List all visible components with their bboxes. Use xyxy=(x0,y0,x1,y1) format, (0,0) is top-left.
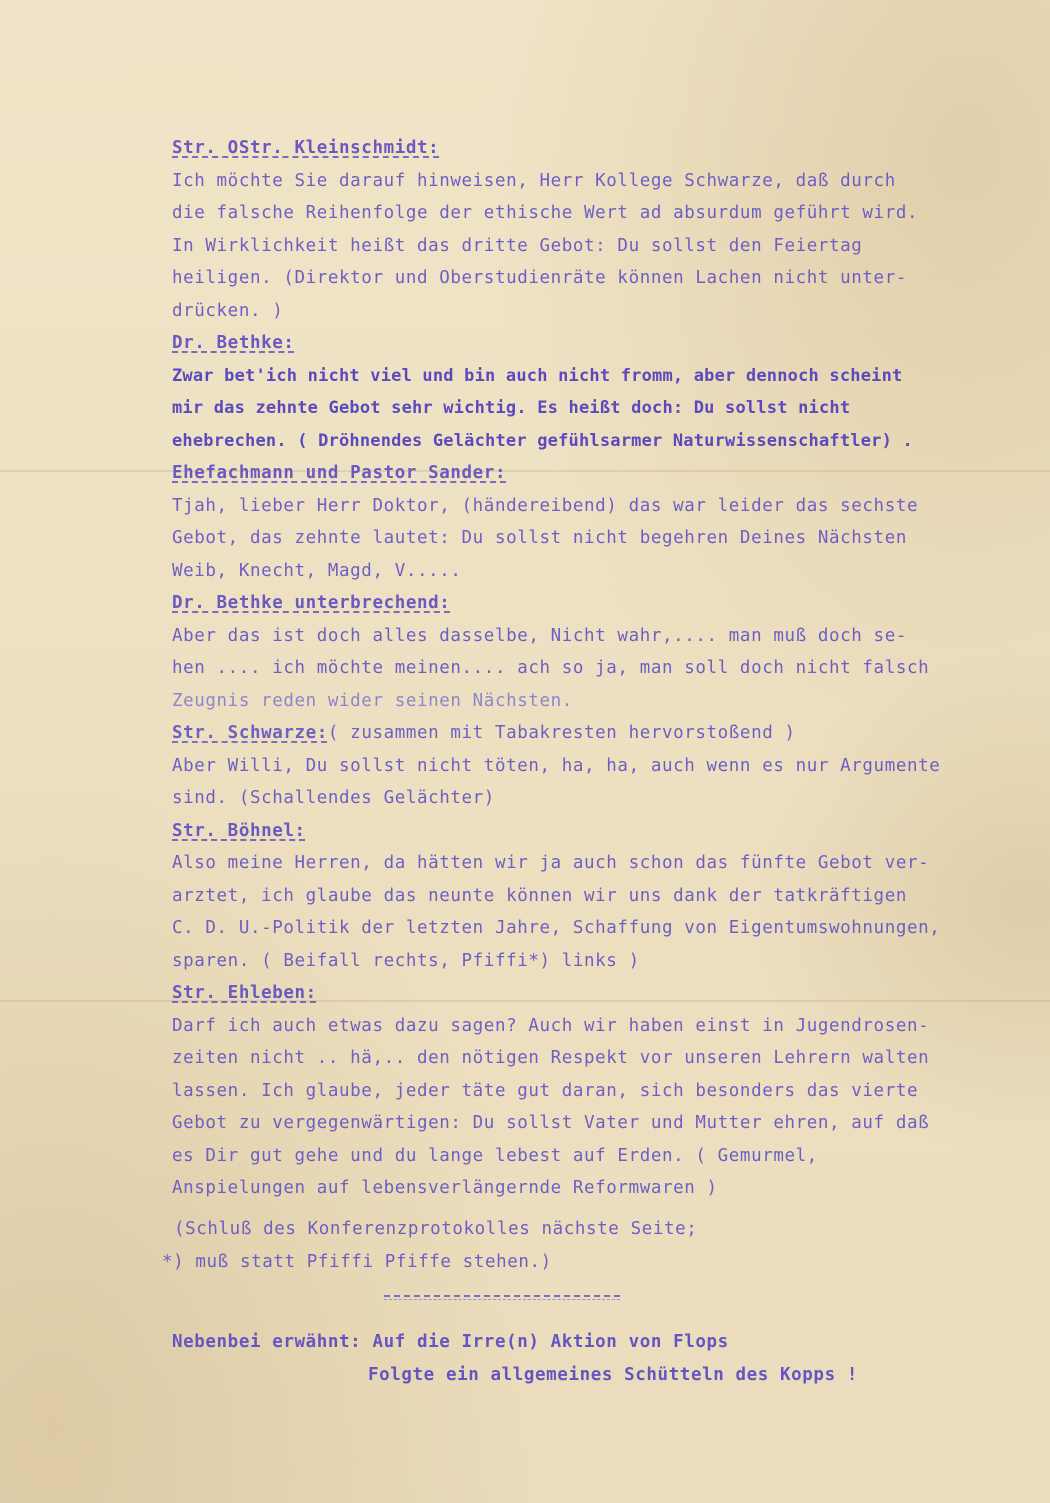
text-line: Darf ich auch etwas dazu sagen? Auch wir haben einst in Jugendrosen- xyxy=(172,1015,930,1036)
rhyme-line: Nebenbei erwähnt: Auf die Irre(n) Aktion von Flops xyxy=(172,1332,729,1352)
speech-block xyxy=(172,977,992,1205)
text-line: Weib, Knecht, Magd, V..... xyxy=(172,560,462,581)
text-line: es Dir gut gehe und du lange lebest auf Erden. ( Gemurmel, xyxy=(172,1145,818,1166)
protocol-text xyxy=(172,132,992,1205)
speech-block xyxy=(172,132,992,327)
speaker-label: Str. Schwarze: xyxy=(172,723,328,743)
closing-rhyme xyxy=(172,1326,858,1392)
speech-block xyxy=(172,815,992,978)
text-line: C. D. U.-Politik der letzten Jahre, Schaffung von Eigentumswohnungen, xyxy=(172,918,941,938)
text-line: sparen. ( Beifall rechts, Pfiffi*) links ) xyxy=(172,950,640,971)
text-line: drücken. ) xyxy=(172,300,284,321)
text-line: mir das zehnte Gebot sehr wichtig. Es heißt doch: Du sollst nicht xyxy=(172,398,851,418)
text-line: arztet, ich glaube das neunte können wir uns dank der tatkräftigen xyxy=(172,885,907,906)
text-line: Also meine Herren, da hätten wir ja auch schon das fünfte Gebot ver- xyxy=(172,853,930,873)
speaker-label: Str. OStr. Kleinschmidt: xyxy=(172,138,440,158)
text-line: Zwar bet'ich nicht viel und bin auch nicht fromm, aber dennoch scheint xyxy=(172,365,903,386)
text-line: sind. (Schallendes Gelächter) xyxy=(172,788,495,808)
text-line: Anspielungen auf lebensverlängernde Reformwaren ) xyxy=(172,1178,718,1198)
speaker-label: Str. Böhnel: xyxy=(172,820,306,841)
note-line: *) muß statt Pfiffi Pfiffe stehen.) xyxy=(162,1252,552,1272)
text-line: zeiten nicht .. hä,.. den nötigen Respekt vor unseren Lehrern walten xyxy=(172,1048,930,1068)
text-line: heiligen. (Direktor und Oberstudienräte können Lachen nicht unter- xyxy=(172,268,907,288)
speaker-line xyxy=(172,717,992,750)
rhyme-line: Folgte ein allgemeines Schütteln des Kopps ! xyxy=(368,1365,858,1385)
stage-direction: ( zusammen mit Tabakresten hervorstoßend ) xyxy=(327,723,796,743)
speech-block xyxy=(172,327,992,457)
text-line: die falsche Reihenfolge der ethische Wert ad absurdum geführt wird. xyxy=(172,203,919,223)
separator-rule xyxy=(384,1295,620,1297)
speaker-label: Ehefachmann und Pastor Sander: xyxy=(172,463,507,483)
text-line: Tjah, lieber Herr Doktor, (händereibend) das war leider das sechste xyxy=(172,495,919,516)
footnote xyxy=(162,1213,697,1279)
speech-block xyxy=(172,717,992,815)
note-line: (Schluß des Konferenzprotokolles nächste Seite; xyxy=(174,1219,698,1239)
text-line: Aber das ist doch alles dasselbe, Nicht wahr,.... man muß doch se- xyxy=(172,625,907,646)
speaker-label: Str. Ehleben: xyxy=(172,983,317,1003)
text-line: Ich möchte Sie darauf hinweisen, Herr Kollege Schwarze, daß durch xyxy=(172,170,896,191)
speech-block xyxy=(172,457,992,587)
text-line: Zeugnis reden wider seinen Nächsten. xyxy=(172,690,573,711)
speech-block xyxy=(172,587,992,717)
speaker-label: Dr. Bethke: xyxy=(172,333,295,353)
text-line: Gebot zu vergegenwärtigen: Du sollst Vater und Mutter ehren, auf daß xyxy=(172,1113,930,1133)
text-line: Gebot, das zehnte lautet: Du sollst nicht begehren Deines Nächsten xyxy=(172,528,907,548)
text-line: Aber Willi, Du sollst nicht töten, ha, ha, auch wenn es nur Argumente xyxy=(172,755,941,776)
text-line: hen .... ich möchte meinen.... ach so ja, man soll doch nicht falsch xyxy=(172,658,930,678)
text-line: ehebrechen. ( Dröhnendes Gelächter gefühlsarmer Naturwissenschaftler) . xyxy=(172,430,913,451)
text-line: lassen. Ich glaube, jeder täte gut daran, sich besonders das vierte xyxy=(172,1080,919,1101)
separator-rule xyxy=(384,1299,620,1300)
speaker-label: Dr. Bethke unterbrechend: xyxy=(172,593,451,613)
text-line: In Wirklichkeit heißt das dritte Gebot: Du sollst den Feiertag xyxy=(172,235,863,256)
